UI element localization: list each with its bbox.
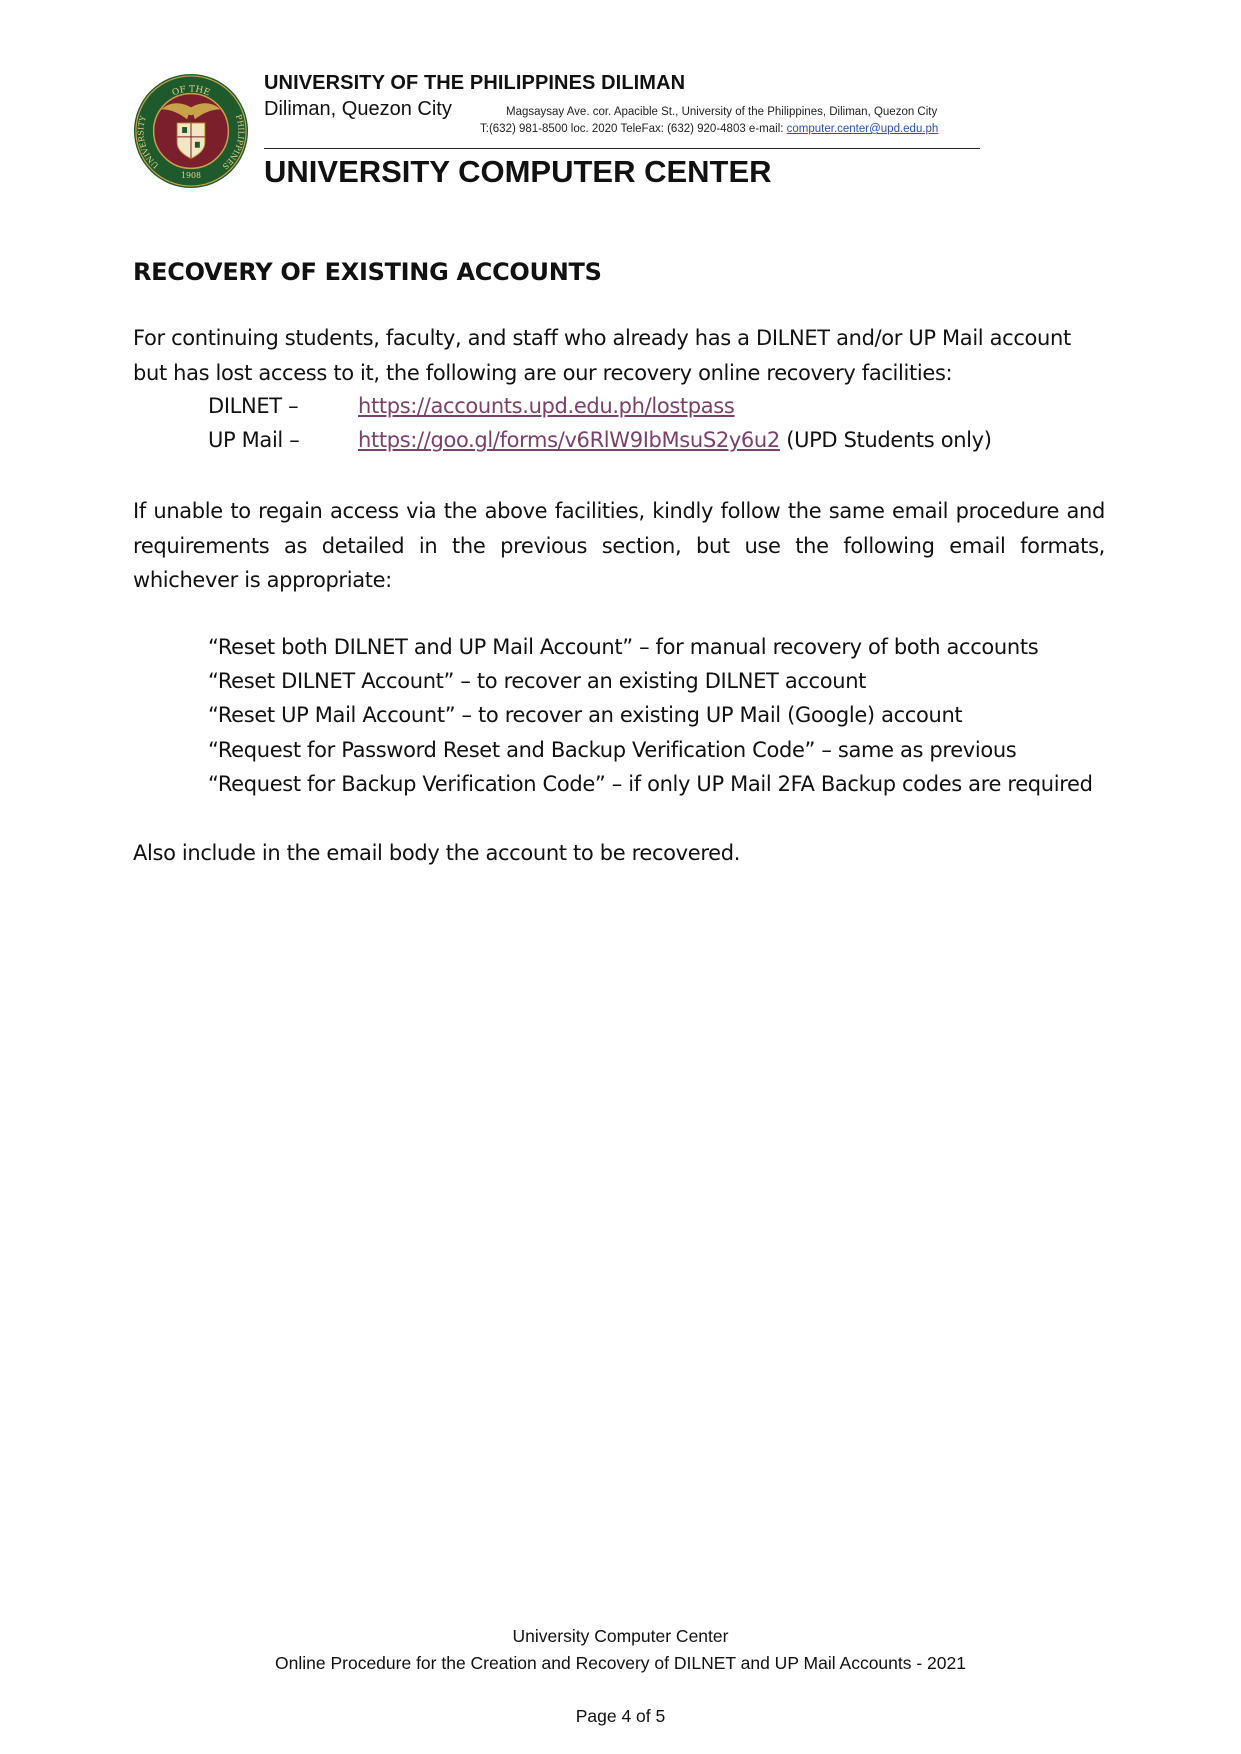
office-name: UNIVERSITY COMPUTER CENTER <box>264 154 772 189</box>
university-contact <box>480 123 938 135</box>
email-format-item: “Request for Password Reset and Backup Verification Code” – same as previous <box>208 737 1017 762</box>
email-format-item: “Reset DILNET Account” – to recover an existing DILNET account <box>208 669 867 694</box>
university-address: Magsaysay Ave. cor. Apacible St., University of the Philippines, Diliman, Quezon City <box>506 106 938 118</box>
email-format-item: “Reset UP Mail Account” – to recover an existing UP Mail (Google) account <box>208 703 963 728</box>
university-name: UNIVERSITY OF THE PHILIPPINES DILIMAN <box>264 72 686 94</box>
email-format-item: “Reset both DILNET and UP Mail Account” – for manual recovery of both accounts <box>208 635 1039 659</box>
email-link[interactable]: computer.center@upd.edu.ph <box>786 123 939 135</box>
intro-paragraph: For continuing students, faculty, and staff who already has a DILNET and/or UP Mail account but has lost access to it, the following are our recovery online recovery facilities: <box>133 326 1071 385</box>
upmail-recovery-link[interactable]: https://goo.gl/forms/v6RlW9IbMsuS2y6u2 <box>358 428 780 452</box>
upmail-note: (UPD Students only) <box>779 428 992 452</box>
email-formats-list <box>208 630 1093 801</box>
dilnet-recovery-row <box>208 394 735 418</box>
upmail-label: UP Mail – <box>208 428 300 452</box>
dilnet-label: DILNET – <box>208 394 299 418</box>
seal-left-text: UNIVERSITY <box>136 114 161 171</box>
dilnet-recovery-link[interactable]: https://accounts.upd.edu.ph/lostpass <box>358 394 735 418</box>
email-format-item: “Request for Backup Verification Code” – if only UP Mail 2FA Backup codes are required <box>208 771 1093 796</box>
instructions-paragraph: If unable to regain access via the above facilities, kindly follow the same email procedure and requirements as detailed in the previous section, but use the following email formats, whichever is appropriate: <box>133 499 1105 592</box>
page-number: Page 4 of 5 <box>575 1706 666 1726</box>
section-title: RECOVERY OF EXISTING ACCOUNTS <box>133 258 602 286</box>
university-city: Diliman, Quezon City <box>264 98 452 120</box>
seal-top-text: OF THE <box>170 84 212 99</box>
upmail-recovery-row <box>208 428 992 452</box>
header-divider <box>264 148 980 149</box>
university-seal-logo <box>132 72 250 190</box>
seal-year: 1908 <box>180 171 202 181</box>
footer-office: University Computer Center <box>512 1626 729 1646</box>
contact-phone-text: T:(632) 981-8500 loc. 2020 TeleFax: (632) 920-4803 e-mail: <box>480 123 787 135</box>
seal-right-text: PHILIPPINES <box>220 113 246 172</box>
footer-document-title: Online Procedure for the Creation and Recovery of DILNET and UP Mail Accounts - 2021 <box>275 1653 966 1673</box>
closing-paragraph: Also include in the email body the account to be recovered. <box>133 841 741 865</box>
